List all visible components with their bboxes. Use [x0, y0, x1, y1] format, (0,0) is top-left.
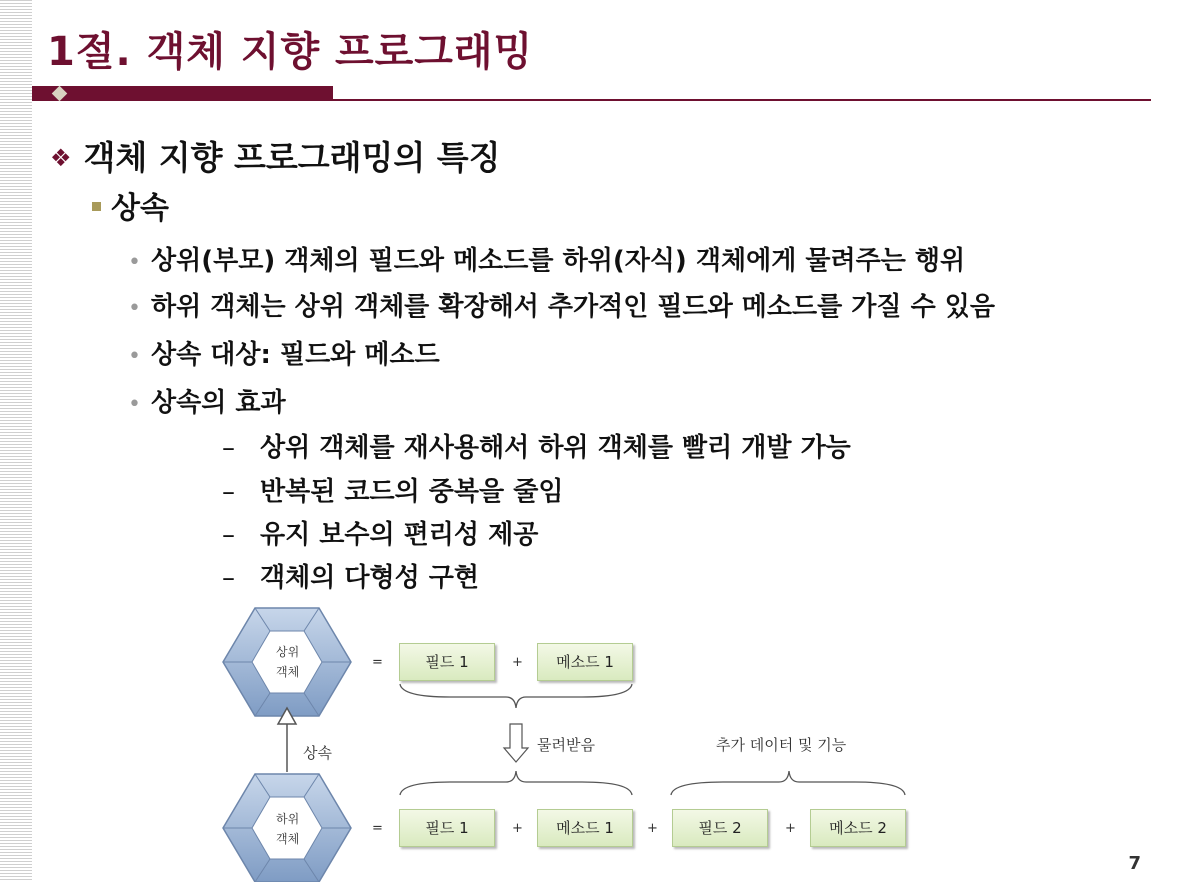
inherit-label: 상속 [303, 744, 332, 762]
dot-bullet-icon: • [128, 296, 141, 321]
parent-object-hexagon [223, 608, 351, 716]
received-arrow-icon [504, 724, 528, 762]
effect-item: – 객체의 다형성 구현 [222, 563, 480, 593]
page-number: 7 [1128, 853, 1141, 874]
plus-sign: + [512, 655, 523, 670]
equals-sign: = [372, 655, 383, 670]
dot-bullet-icon: • [128, 250, 141, 275]
bullet-text: 상위(부모) 객체의 필드와 메소드를 하위(자식) 객체에게 물려주는 행위 [150, 246, 966, 276]
diamond-bullet-icon: ❖ [50, 144, 72, 172]
child-label-line1: 하위 [276, 812, 300, 826]
plus-sign: + [785, 821, 796, 836]
field-box: 필드 1 [399, 809, 495, 847]
section-heading-text: 객체 지향 프로그래밍의 특징 [83, 138, 501, 177]
method-box: 메소드 1 [537, 643, 633, 681]
effect-text: 객체의 다형성 구현 [260, 563, 480, 593]
field-box: 필드 2 [672, 809, 768, 847]
subheading-text: 상속 [111, 191, 169, 226]
plus-sign: + [512, 821, 523, 836]
effect-text: 유지 보수의 편리성 제공 [260, 520, 539, 550]
effect-item: – 상위 객체를 재사용해서 하위 객체를 빨리 개발 가능 [222, 433, 851, 463]
added-data-label: 추가 데이터 및 기능 [716, 736, 847, 754]
bullet-text: 상속의 효과 [150, 388, 286, 418]
top-brace [400, 684, 632, 708]
effect-text: 반복된 코드의 중복을 줄임 [260, 477, 564, 507]
bullet-text: 상속 대상: 필드와 메소드 [150, 340, 440, 370]
child-label-line2: 객체 [276, 832, 300, 846]
effect-text: 상위 객체를 재사용해서 하위 객체를 빨리 개발 가능 [260, 433, 851, 463]
parent-label-line2: 객체 [276, 665, 300, 679]
effect-item: – 유지 보수의 편리성 제공 [222, 520, 539, 550]
method-box: 메소드 2 [810, 809, 906, 847]
inherit-arrow-icon [278, 708, 296, 772]
method-box: 메소드 1 [537, 809, 633, 847]
received-brace [400, 771, 632, 795]
field-box: 필드 1 [399, 643, 495, 681]
plus-sign: + [647, 821, 658, 836]
equals-sign: = [372, 821, 383, 836]
added-brace [671, 771, 905, 795]
child-object-hexagon [223, 774, 351, 882]
parent-label-line1: 상위 [276, 645, 300, 659]
dot-bullet-icon: • [128, 392, 141, 417]
effect-item: – 반복된 코드의 중복을 줄임 [222, 477, 564, 507]
dot-bullet-icon: • [128, 344, 141, 369]
received-label: 물려받음 [537, 736, 595, 754]
bullet-text: 하위 객체는 상위 객체를 확장해서 추가적인 필드와 메소드를 가질 수 있음 [150, 292, 995, 322]
slide-title: 1절. 객체 지향 프로그래밍 [47, 29, 534, 75]
